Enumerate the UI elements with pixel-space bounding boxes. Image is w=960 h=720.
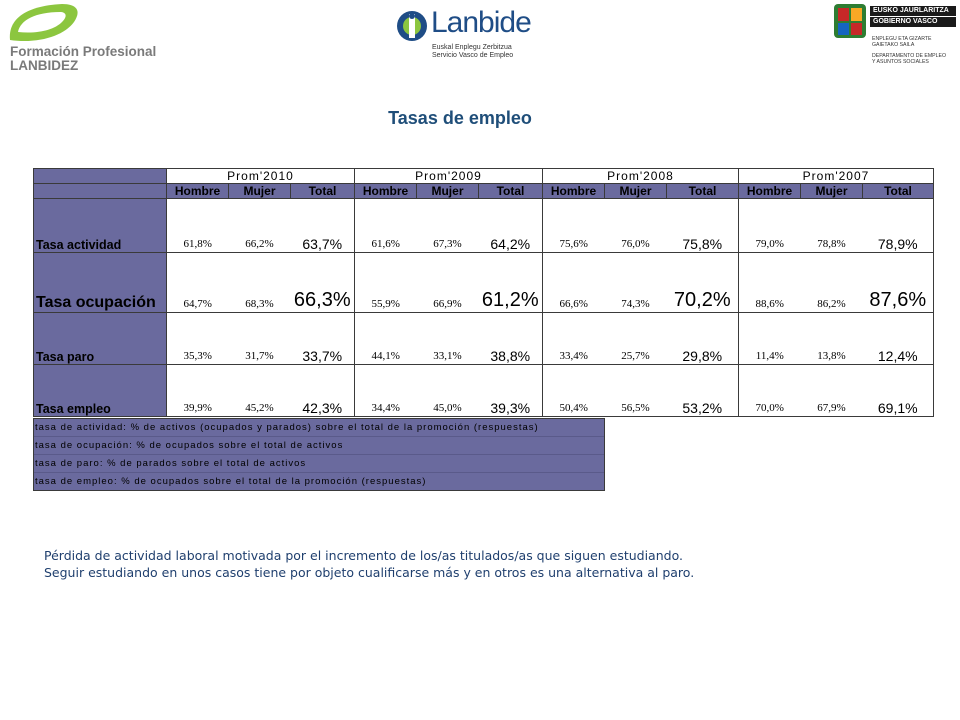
- corner-cell: [34, 169, 167, 184]
- page-title: Tasas de empleo: [388, 108, 532, 128]
- col-header-hombre: Hombre: [167, 184, 229, 199]
- value-cell: 34,4%: [355, 365, 417, 417]
- definition-paro: tasa de paro: % de parados sobre el total de activos: [34, 454, 604, 472]
- gv-dept-es-1: DEPARTAMENTO DE EMPLEO: [872, 53, 946, 59]
- total-cell: 39,3%: [479, 365, 543, 417]
- value-cell: 68,3%: [229, 253, 291, 313]
- total-cell: 75,8%: [667, 199, 739, 253]
- lanbide-subtitle-eu: Euskal Enplegu Zerbitzua: [432, 44, 512, 51]
- year-header: Prom'2007: [739, 169, 934, 184]
- value-cell: 33,4%: [543, 313, 605, 365]
- row-label: Tasa ocupación: [34, 253, 167, 313]
- definition-ocupacion: tasa de ocupación: % de ocupados sobre el total de activos: [34, 436, 604, 454]
- year-header-row: [34, 169, 934, 184]
- value-cell: 56,5%: [605, 365, 667, 417]
- total-cell: 29,8%: [667, 313, 739, 365]
- corner-cell: [34, 184, 167, 199]
- value-cell: 76,0%: [605, 199, 667, 253]
- total-cell: 78,9%: [863, 199, 934, 253]
- year-header: Prom'2009: [355, 169, 543, 184]
- fp-logo-line2: LANBIDEZ: [10, 58, 79, 73]
- col-header-total: Total: [667, 184, 739, 199]
- total-cell: 42,3%: [291, 365, 355, 417]
- table-row-actividad: [34, 199, 934, 253]
- value-cell: 75,6%: [543, 199, 605, 253]
- value-cell: 61,8%: [167, 199, 229, 253]
- value-cell: 33,1%: [417, 313, 479, 365]
- row-label: Tasa empleo: [34, 365, 167, 417]
- lanbide-logo: [395, 6, 535, 62]
- value-cell: 11,4%: [739, 313, 801, 365]
- col-header-hombre: Hombre: [543, 184, 605, 199]
- value-cell: 31,7%: [229, 313, 291, 365]
- total-cell: 69,1%: [863, 365, 934, 417]
- year-header: Prom'2010: [167, 169, 355, 184]
- notes-block: [44, 547, 694, 581]
- formacion-profesional-logo: [4, 2, 174, 72]
- gv-bar-es: GOBIERNO VASCO: [870, 17, 956, 27]
- fp-logo-line1: Formación Profesional: [10, 44, 157, 59]
- col-header-hombre: Hombre: [355, 184, 417, 199]
- col-header-total: Total: [291, 184, 355, 199]
- value-cell: 67,3%: [417, 199, 479, 253]
- subheader-row: [34, 184, 934, 199]
- row-label: Tasa paro: [34, 313, 167, 365]
- lanbide-subtitle-es: Servicio Vasco de Empleo: [432, 52, 514, 59]
- value-cell: 50,4%: [543, 365, 605, 417]
- col-header-mujer: Mujer: [801, 184, 863, 199]
- value-cell: 45,0%: [417, 365, 479, 417]
- total-cell: 61,2%: [479, 253, 543, 313]
- col-header-total: Total: [479, 184, 543, 199]
- definitions-block: [33, 418, 605, 491]
- table-row-ocupacion: [34, 253, 934, 313]
- value-cell: 39,9%: [167, 365, 229, 417]
- gv-dept-eu-2: GAIETAKO SAILA: [872, 42, 915, 48]
- gv-dept-eu-1: ENPLEGU ETA GIZARTE: [872, 36, 932, 42]
- value-cell: 74,3%: [605, 253, 667, 313]
- col-header-mujer: Mujer: [605, 184, 667, 199]
- total-cell: 70,2%: [667, 253, 739, 313]
- value-cell: 44,1%: [355, 313, 417, 365]
- value-cell: 67,9%: [801, 365, 863, 417]
- note-line: Seguir estudiando en unos casos tiene por objeto cualificarse más y en otros es una alternativa al paro.: [44, 565, 695, 580]
- note-line: Pérdida de actividad laboral motivada por el incremento de los/as titulados/as que siguen estudiando.: [44, 548, 683, 563]
- table-row-empleo: [34, 365, 934, 417]
- value-cell: 61,6%: [355, 199, 417, 253]
- col-header-total: Total: [863, 184, 934, 199]
- definition-actividad: tasa de actividad: % de activos (ocupados y parados) sobre el total de la promoción (respuestas): [35, 422, 539, 433]
- col-header-mujer: Mujer: [417, 184, 479, 199]
- gobierno-vasco-logo: [832, 2, 956, 72]
- value-cell: 66,2%: [229, 199, 291, 253]
- year-header: Prom'2008: [543, 169, 739, 184]
- total-cell: 53,2%: [667, 365, 739, 417]
- total-cell: 87,6%: [863, 253, 934, 313]
- total-cell: 12,4%: [863, 313, 934, 365]
- value-cell: 78,8%: [801, 199, 863, 253]
- value-cell: 70,0%: [739, 365, 801, 417]
- table-row-paro: [34, 313, 934, 365]
- col-header-mujer: Mujer: [229, 184, 291, 199]
- rates-table: [33, 168, 934, 417]
- lanbide-name: Lanbide: [431, 6, 531, 39]
- value-cell: 79,0%: [739, 199, 801, 253]
- value-cell: 66,6%: [543, 253, 605, 313]
- total-cell: 63,7%: [291, 199, 355, 253]
- value-cell: 25,7%: [605, 313, 667, 365]
- value-cell: 66,9%: [417, 253, 479, 313]
- definition-empleo: tasa de empleo: % de ocupados sobre el total de la promoción (respuestas): [34, 472, 604, 490]
- value-cell: 55,9%: [355, 253, 417, 313]
- value-cell: 13,8%: [801, 313, 863, 365]
- value-cell: 35,3%: [167, 313, 229, 365]
- gv-bar-eu: EUSKO JAURLARITZA: [870, 6, 956, 16]
- col-header-hombre: Hombre: [739, 184, 801, 199]
- value-cell: 86,2%: [801, 253, 863, 313]
- total-cell: 38,8%: [479, 313, 543, 365]
- gv-dept-es-2: Y ASUNTOS SOCIALES: [872, 59, 929, 65]
- value-cell: 64,7%: [167, 253, 229, 313]
- value-cell: 45,2%: [229, 365, 291, 417]
- total-cell: 33,7%: [291, 313, 355, 365]
- fp-leaf-icon: [4, 2, 84, 46]
- value-cell: 88,6%: [739, 253, 801, 313]
- coat-of-arms-icon: [832, 2, 868, 42]
- total-cell: 66,3%: [291, 253, 355, 313]
- row-label: Tasa actividad: [34, 199, 167, 253]
- total-cell: 64,2%: [479, 199, 543, 253]
- lanbide-emblem-icon: [395, 8, 429, 44]
